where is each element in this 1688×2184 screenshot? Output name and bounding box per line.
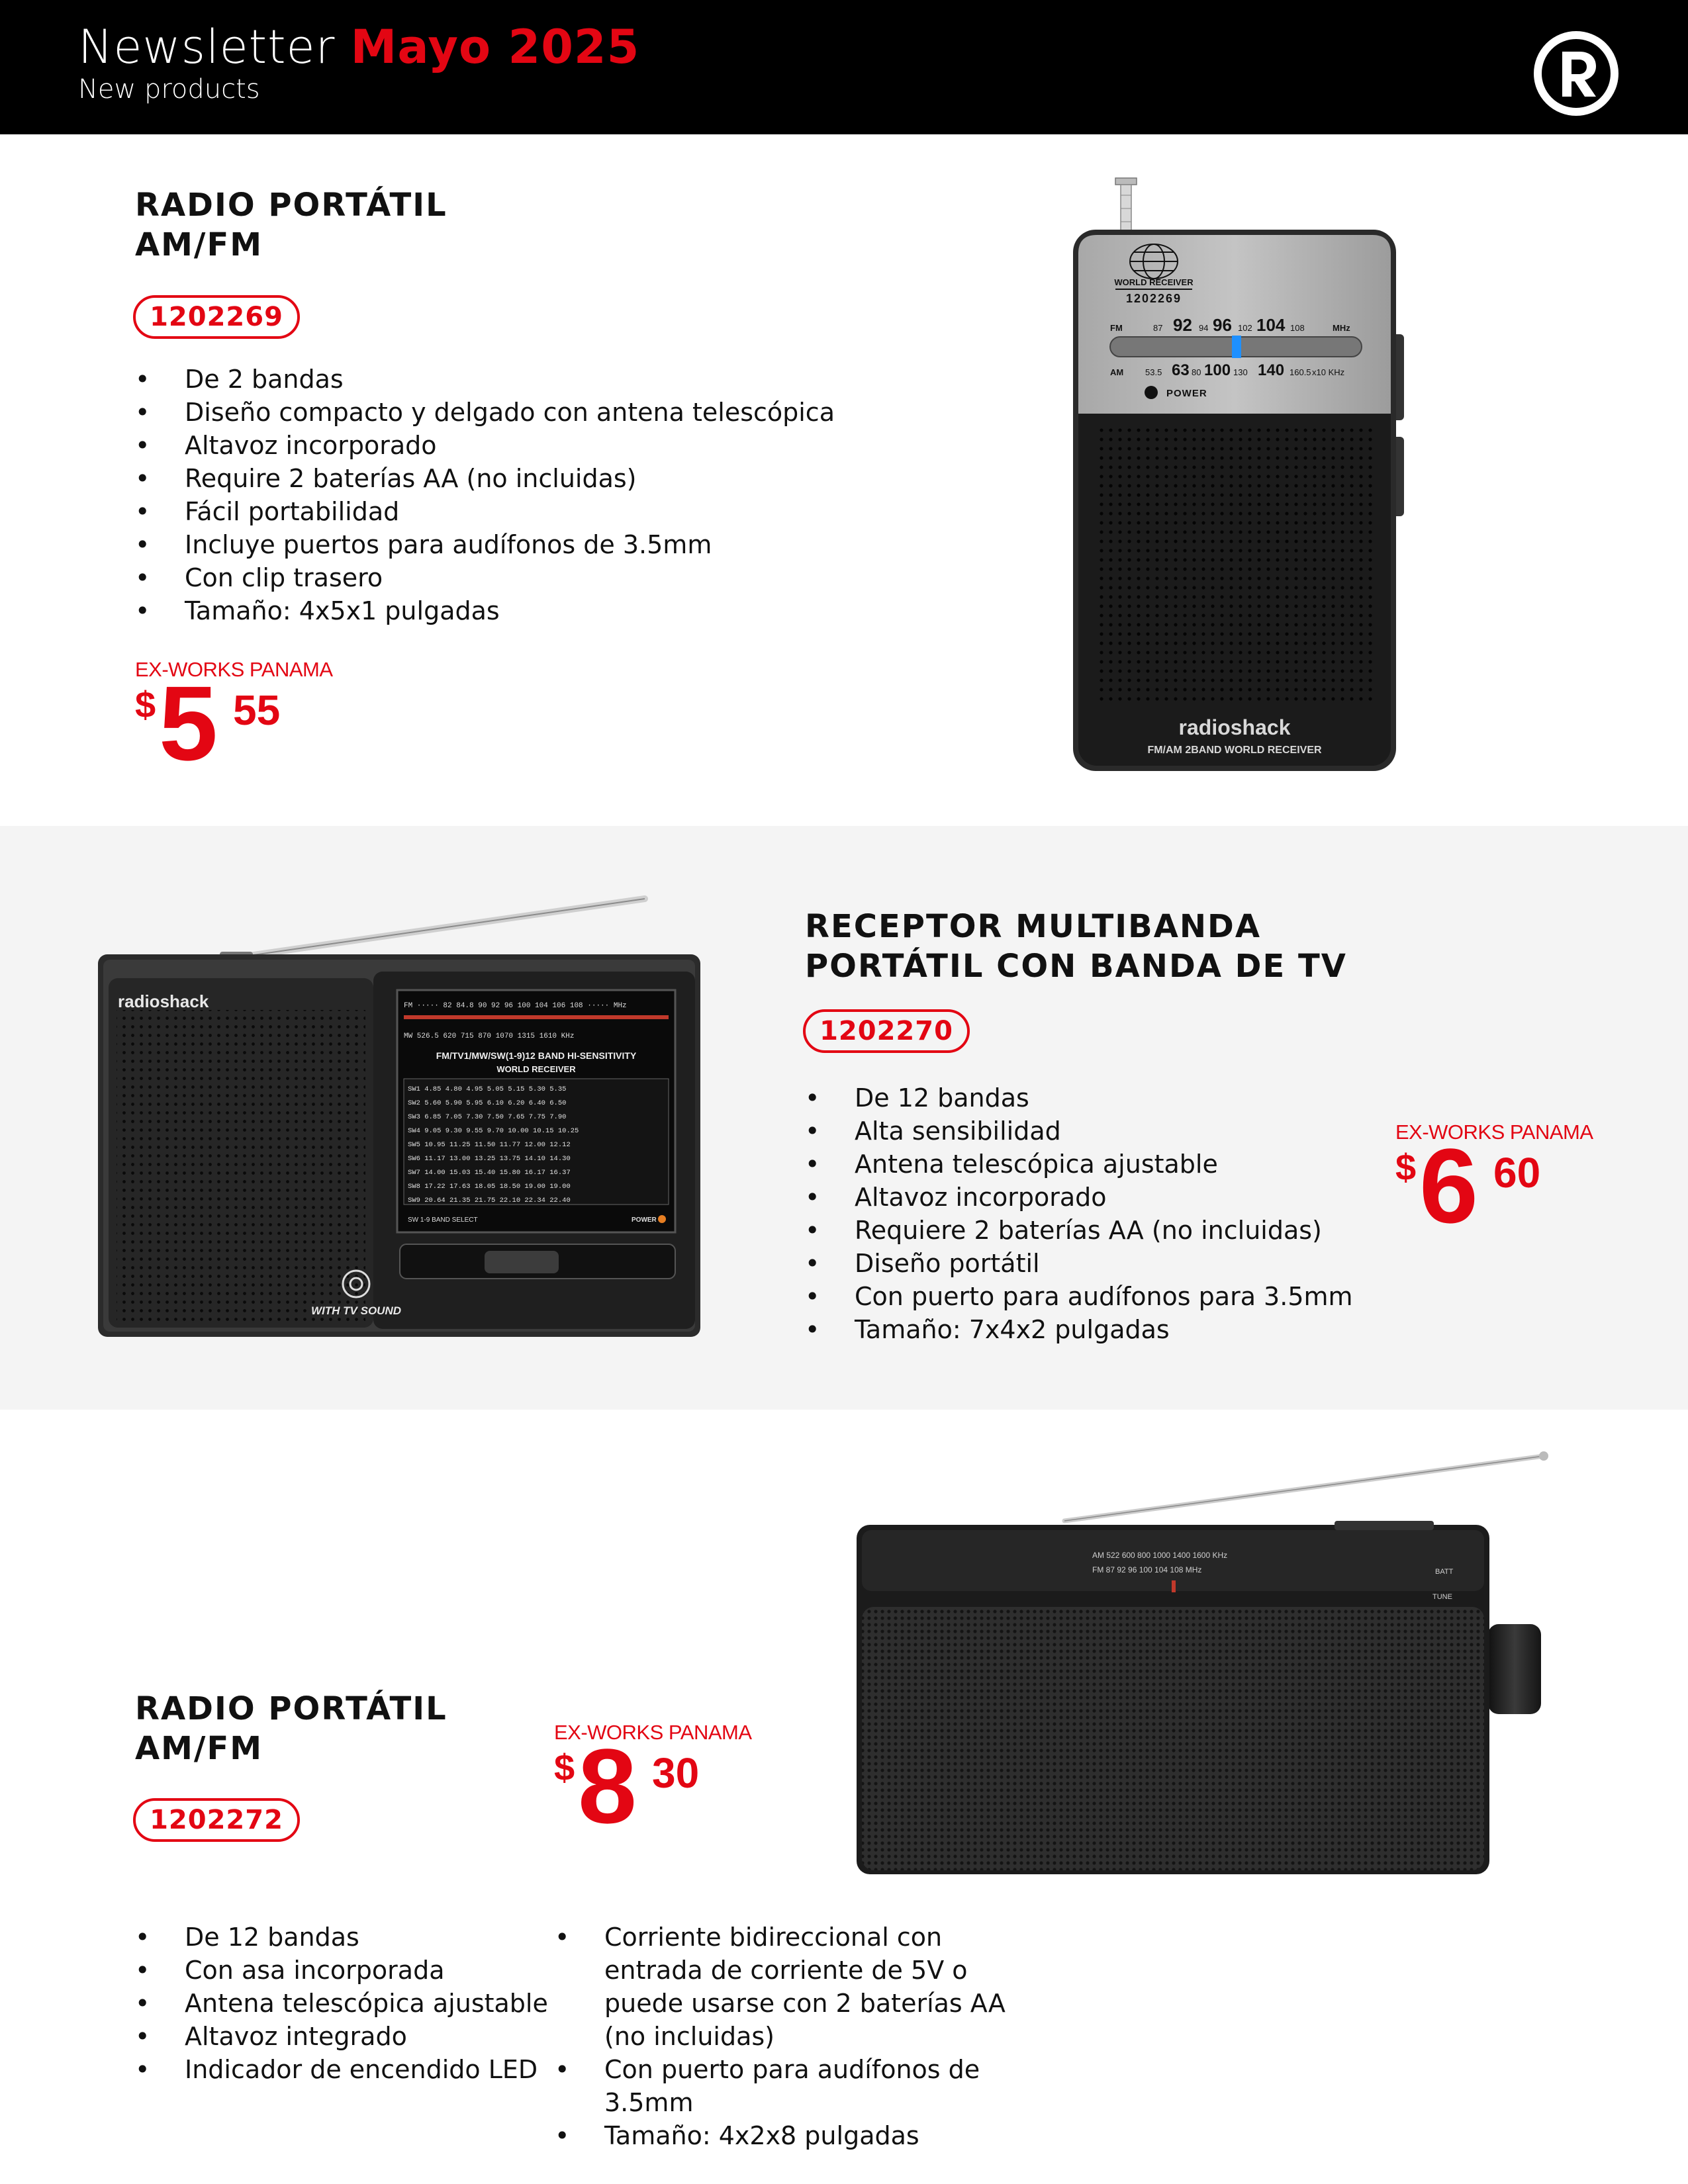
price-currency: $ — [554, 1747, 575, 1788]
feature-item: • Tamaño: 4x5x1 pulgadas — [135, 594, 835, 627]
product-code-badge: 1202269 — [133, 295, 300, 339]
newsletter-title-prefix: Newsletter — [78, 20, 336, 74]
am-tick: 130 — [1233, 367, 1248, 377]
feature-item: • Incluye puertos para audífonos de 3.5mm — [135, 528, 835, 561]
am-tick: 160.5 — [1289, 367, 1311, 377]
fm-tick: 92 — [1173, 315, 1192, 335]
am-unit: x10 KHz — [1312, 367, 1345, 377]
feature-item: • Altavoz integrado — [135, 2020, 548, 2053]
feature-item: • Requiere 2 baterías AA (no incluidas) — [805, 1214, 1353, 1247]
price-integer: 5 — [159, 664, 218, 782]
fm-unit: MHz — [1333, 323, 1350, 333]
price-label: EX-WORKS PANAMA — [135, 658, 333, 681]
sw-band-row: SW1 4.85 4.80 4.95 5.05 5.15 5.30 5.35 — [408, 1085, 567, 1093]
power-label: POWER — [632, 1216, 657, 1224]
product-title-line: RADIO PORTÁTIL — [135, 1690, 447, 1727]
tagline-text: FM/AM 2BAND WORLD RECEIVER — [1147, 745, 1322, 756]
brand-wordmark: radioshack — [1178, 715, 1291, 739]
feature-item: • Alta sensibilidad — [805, 1115, 1353, 1148]
product-title — [805, 907, 1347, 986]
fm-label: FM — [1110, 323, 1123, 333]
feature-item: • Con asa incorporada — [135, 1954, 548, 1987]
sw-band-row: SW7 14.00 15.03 15.40 15.80 16.17 16.37 — [408, 1169, 571, 1177]
feature-item: • Diseño portátil — [805, 1247, 1353, 1280]
feature-item: • De 2 bandas — [135, 363, 835, 396]
price-label: EX-WORKS PANAMA — [554, 1721, 752, 1744]
am-tick: 80 — [1192, 367, 1201, 377]
sw-band-row: SW3 6.85 7.05 7.30 7.50 7.65 7.75 7.90 — [408, 1113, 567, 1121]
product-title-line: RECEPTOR MULTIBANDA — [805, 908, 1262, 945]
feature-item: • Diseño compacto y delgado con antena telescópica — [135, 396, 835, 429]
fm-scale-row: FM ····· 82 84.8 90 92 96 100 104 106 108 ····· MHz — [404, 1002, 627, 1010]
sw-band-row: SW5 10.95 11.25 11.50 11.77 12.00 12.12 — [408, 1141, 571, 1149]
newsletter-title-month: Mayo 2025 — [350, 20, 640, 74]
fm-tick: 94 — [1199, 323, 1209, 333]
price-tag — [135, 658, 333, 784]
feature-item: • Altavoz incorporado — [135, 429, 835, 462]
tv-sound-text: WITH TV SOUND — [311, 1304, 401, 1317]
am-tick: 140 — [1258, 361, 1285, 379]
desk-radio-image — [853, 1443, 1554, 1880]
feature-item: • De 12 bandas — [805, 1081, 1353, 1115]
feature-item: • Con puerto para audífonos de 3.5mm — [555, 2053, 1045, 2119]
product-code-badge: 1202270 — [803, 1009, 970, 1053]
price-integer: 6 — [1419, 1126, 1478, 1245]
feature-item: • Con clip trasero — [135, 561, 835, 594]
product-title-line: AM/FM — [135, 226, 263, 263]
fm-scale-row: FM 87 92 96 100 104 108 MHz — [1092, 1565, 1202, 1574]
feature-item: • Con puerto para audífonos para 3.5mm — [805, 1280, 1353, 1313]
fm-tick: 87 — [1153, 323, 1163, 333]
feature-item: • Indicador de encendido LED — [135, 2053, 548, 2086]
price-cents: 30 — [652, 1749, 700, 1797]
world-receiver-text: WORLD RECEIVER — [1114, 277, 1194, 287]
feature-list-right — [555, 1921, 1045, 2152]
price-currency: $ — [135, 684, 156, 725]
pocket-radio-image — [1069, 175, 1407, 779]
price-integer: 8 — [578, 1727, 637, 1845]
fm-tick: 108 — [1290, 323, 1305, 333]
sw-band-row: SW9 20.64 21.35 21.75 22.10 22.34 22.40 — [408, 1197, 571, 1205]
product-title-line: PORTÁTIL CON BANDA DE TV — [805, 948, 1347, 985]
am-tick: 53.5 — [1145, 367, 1162, 377]
product-title-line: RADIO PORTÁTIL — [135, 187, 447, 224]
sw-band-row: SW6 11.17 13.00 13.25 13.75 14.10 14.30 — [408, 1155, 571, 1163]
feature-item: • Antena telescópica ajustable — [135, 1987, 548, 2020]
am-tick: 100 — [1204, 361, 1231, 379]
feature-item: • Antena telescópica ajustable — [805, 1148, 1353, 1181]
am-scale-row: AM 522 600 800 1000 1400 1600 KHz — [1092, 1551, 1228, 1560]
price-tag — [1395, 1120, 1593, 1246]
price-currency: $ — [1395, 1146, 1417, 1188]
newsletter-header — [0, 0, 1688, 134]
world-receiver-text: WORLD RECEIVER — [496, 1064, 576, 1074]
am-tick: 63 — [1172, 361, 1190, 379]
mw-scale-row: MW 526.5 620 715 870 1070 1315 1610 KHz — [404, 1032, 575, 1040]
feature-item: • Altavoz incorporado — [805, 1181, 1353, 1214]
newsletter-subtitle: New products — [78, 74, 260, 105]
feature-list-left — [135, 1921, 548, 2086]
sw-band-row: SW8 17.22 17.63 18.05 18.50 19.00 19.00 — [408, 1183, 571, 1191]
fm-tick: 96 — [1213, 315, 1232, 335]
price-label: EX-WORKS PANAMA — [1395, 1120, 1593, 1144]
feature-item: • Corriente bidireccional con entrada de corriente de 5V o puede usarse con 2 baterías AA (no incluidas) — [555, 1921, 1045, 2053]
multiband-radio-image — [94, 893, 703, 1340]
fm-tick: 104 — [1256, 315, 1286, 335]
price-tag — [554, 1721, 752, 1846]
feature-item: • Fácil portabilidad — [135, 495, 835, 528]
newsletter-title — [78, 20, 639, 74]
price-cents: 55 — [233, 686, 281, 734]
price-cents: 60 — [1493, 1149, 1541, 1197]
feature-item: • Tamaño: 4x2x8 pulgadas — [555, 2119, 1045, 2152]
brand-wordmark: radioshack — [118, 991, 209, 1011]
model-number-text: 1202269 — [1125, 292, 1182, 305]
fm-tick: 102 — [1238, 323, 1252, 333]
band-title-text: FM/TV1/MW/SW(1-9)12 BAND HI-SENSITIVITY — [436, 1050, 637, 1061]
power-label: POWER — [1166, 388, 1207, 399]
sw-band-row: SW4 9.05 9.30 9.55 9.70 10.00 10.15 10.25 — [408, 1127, 579, 1135]
product-title-line: AM/FM — [135, 1730, 263, 1767]
band-select-label: SW 1-9 BAND SELECT — [408, 1216, 478, 1224]
batt-label: BATT — [1435, 1568, 1454, 1576]
brand-logo-icon — [1533, 30, 1619, 116]
feature-list — [805, 1081, 1353, 1346]
sw-band-row: SW2 5.60 5.90 5.95 6.10 6.20 6.40 6.50 — [408, 1099, 567, 1107]
feature-item: • De 12 bandas — [135, 1921, 548, 1954]
feature-item: • Require 2 baterías AA (no incluidas) — [135, 462, 835, 495]
am-label: AM — [1110, 367, 1124, 377]
product-title — [135, 185, 447, 265]
feature-item: • Tamaño: 7x4x2 pulgadas — [805, 1313, 1353, 1346]
product-title — [135, 1689, 447, 1768]
product-code-badge: 1202272 — [133, 1798, 300, 1842]
feature-list — [135, 363, 835, 627]
tune-label: TUNE — [1432, 1593, 1452, 1601]
